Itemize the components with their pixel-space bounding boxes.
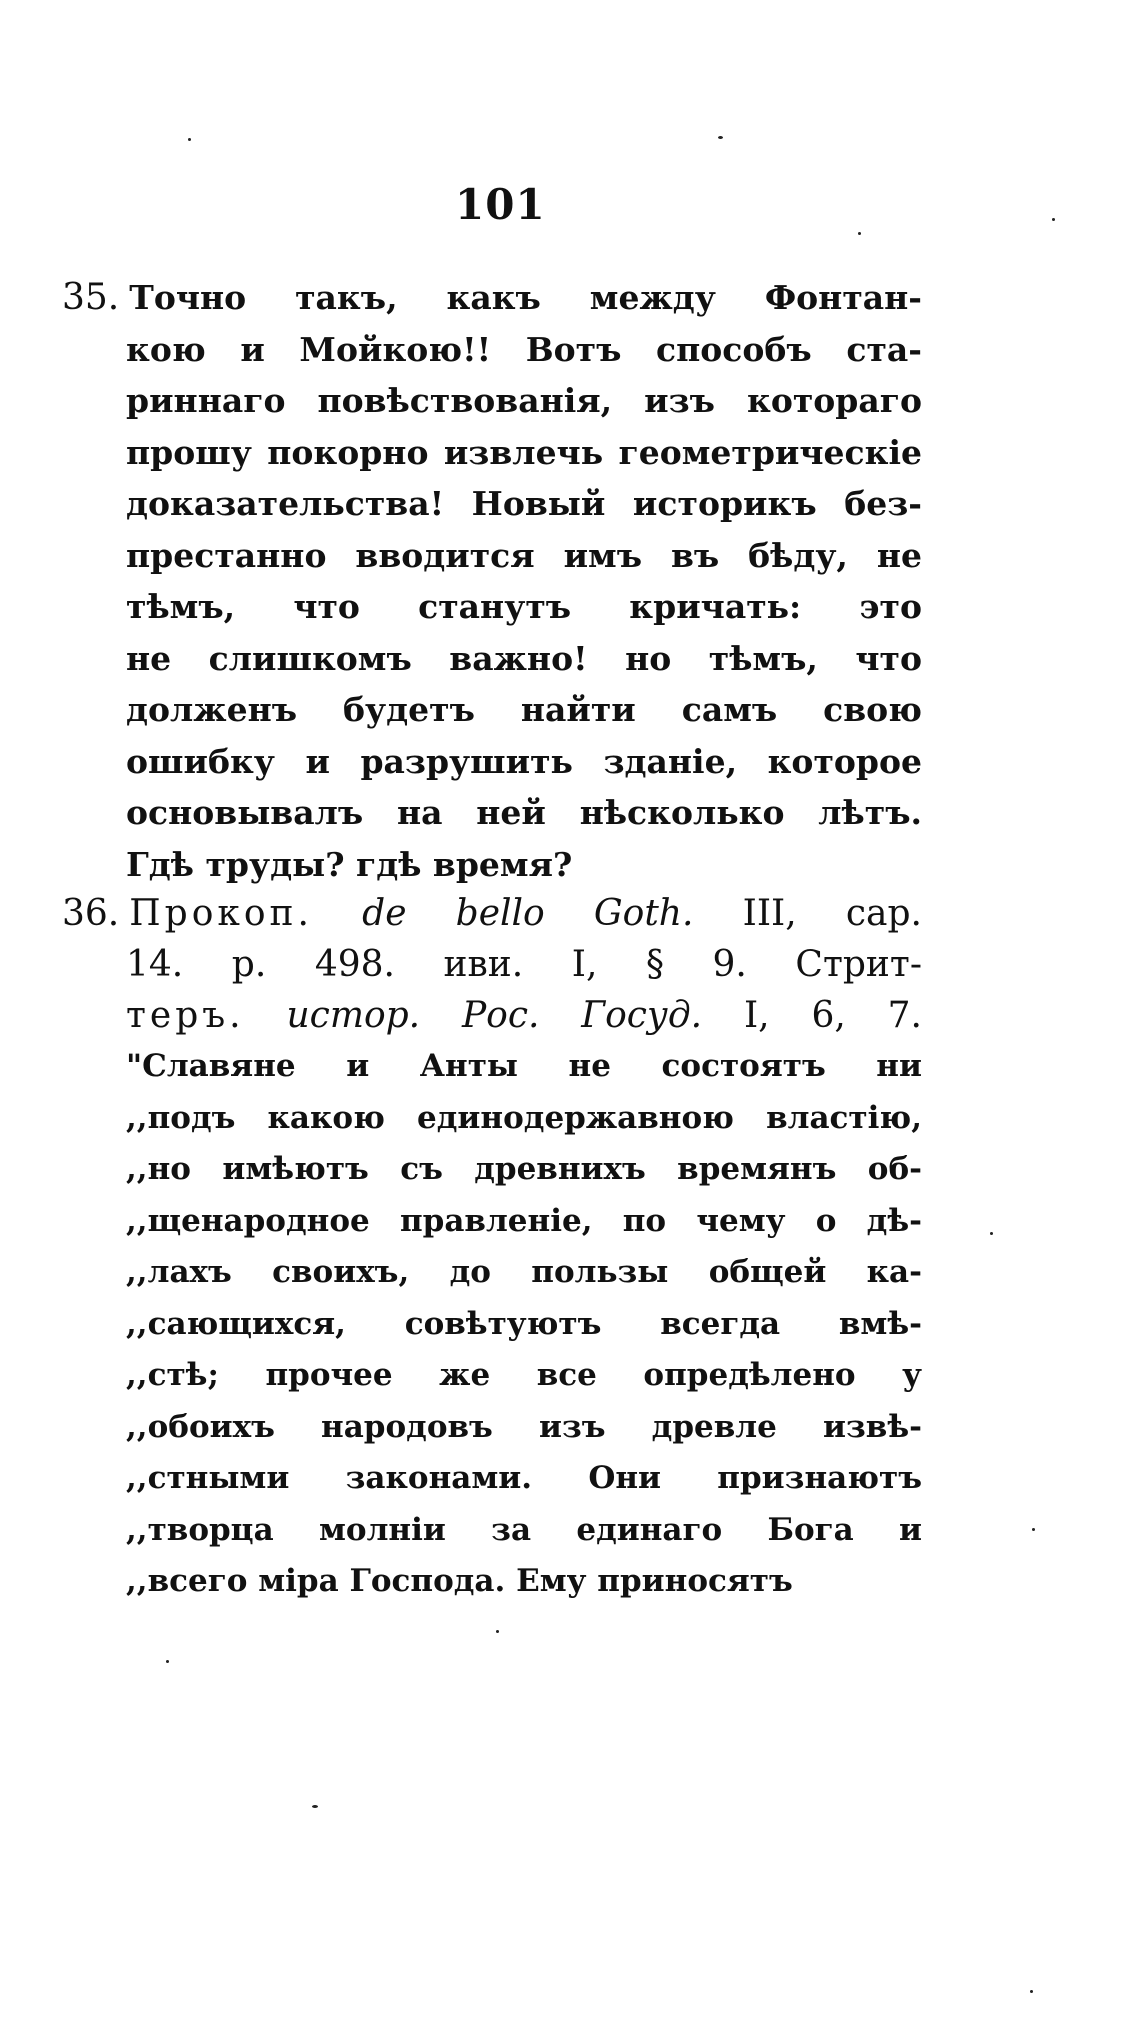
note-line: 35. Точно такъ, какъ между Фонтан- xyxy=(62,277,922,318)
quote-line: ,,стными законами. Они признаютъ xyxy=(126,1460,922,1496)
note-line: доказательства! Новый историкъ без- xyxy=(126,484,922,523)
scan-speck xyxy=(1030,1990,1033,1993)
quote-line: ,,но имѣютъ съ древнихъ времянъ об- xyxy=(126,1151,922,1187)
quote-line: ,,стѣ; прочее же все опредѣлено у xyxy=(126,1357,922,1393)
scan-speck xyxy=(1052,218,1055,221)
quote-line: ,,творца молніи за единаго Бога и xyxy=(126,1511,922,1548)
note-line: риннаго повѣствованія, изъ котораго xyxy=(126,381,922,420)
scan-speck xyxy=(166,1660,169,1663)
note-line: долженъ будетъ найти самъ свою xyxy=(126,690,922,729)
note-line: ошибку и разрушить зданіе, которое xyxy=(126,741,922,781)
scan-speck xyxy=(990,1232,993,1235)
quote-line: ,,щенародное правленіе, по чему о дѣ- xyxy=(126,1202,922,1239)
quote-line: ,,подъ какою единодержавною властію, xyxy=(126,1099,922,1136)
note-line: Гдѣ труды? гдѣ время? xyxy=(126,844,573,884)
quote-line: ,,лахъ своихъ, до пользы общей ка- xyxy=(126,1254,922,1290)
scan-speck xyxy=(1032,1528,1035,1531)
endnote-35 xyxy=(62,272,922,890)
quote-line: ,,всего міра Господа. Ему приносятъ xyxy=(126,1563,793,1599)
scan-speck xyxy=(858,232,861,235)
note-line: основывалъ на ней нѣсколько лѣтъ. xyxy=(126,793,922,832)
note-line: тѣмъ, что станутъ кричать: это xyxy=(126,587,922,626)
note-line: не слишкомъ важно! но тѣмъ, что xyxy=(126,638,922,678)
scan-speck xyxy=(312,1805,318,1808)
note-line: престанно вводится имъ въ бѣду, не xyxy=(126,535,922,575)
note-line: прошу покорно извлечь геометрическіе xyxy=(126,432,922,472)
quote-line: "Славяне и Анты не состоятъ ни xyxy=(126,1048,922,1084)
scan-speck xyxy=(188,138,191,141)
page-number: 101 xyxy=(455,180,546,229)
reference-line: 14. p. 498. иви. I, § 9. Стрит- xyxy=(126,944,922,985)
note-line: кою и Мойкою!! Вотъ способъ ста- xyxy=(126,329,922,369)
quote-line: ,,обоихъ народовъ изъ древле извѣ- xyxy=(126,1408,922,1445)
scan-speck xyxy=(718,136,723,139)
scan-speck xyxy=(496,1630,499,1633)
quote-line: ,,сающихся, совѣтуютъ всегда вмѣ- xyxy=(126,1305,922,1342)
note-number: 35. xyxy=(62,277,120,318)
reference-line: 36. Прокоп. de bello Goth. III, cap. xyxy=(62,893,922,934)
endnote-36 xyxy=(62,888,922,1608)
reference-line: теръ. истор. Рос. Госуд. I, 6, 7. xyxy=(126,995,922,1036)
note-number: 36. xyxy=(62,893,120,934)
